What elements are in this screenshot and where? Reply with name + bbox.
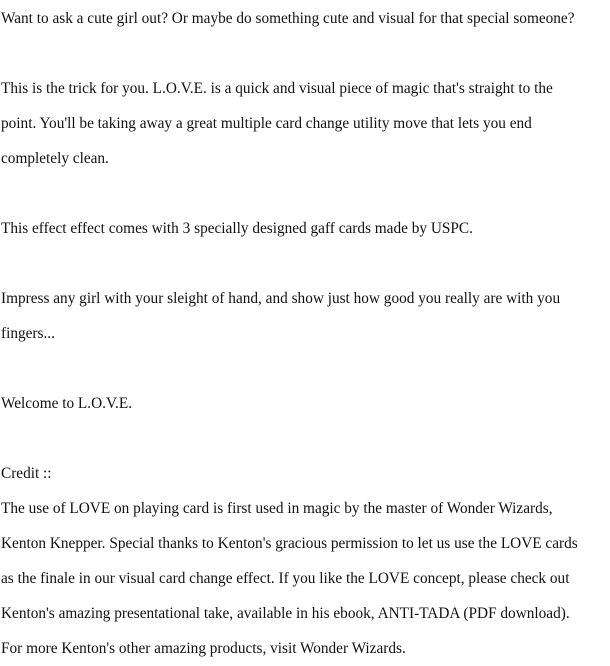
- impress-line-1: Impress any girl with your sleight of hand, and show just how good you really are with you: [1, 290, 561, 307]
- gaff-cards-line: This effect effect comes with 3 specially designed gaff cards made by USPC.: [1, 220, 473, 237]
- trick-line-3: completely clean.: [1, 150, 109, 167]
- intro-line: Want to ask a cute girl out? Or maybe do something cute and visual for that special someone?: [1, 10, 575, 27]
- impress-line-2: fingers...: [1, 325, 55, 342]
- credit-line-1: The use of LOVE on playing card is first used in magic by the master of Wonder Wizards,: [1, 500, 553, 517]
- credit-line-5: For more Kenton's other amazing products, visit Wonder Wizards.: [1, 640, 406, 657]
- credit-line-3: as the finale in our visual card change effect. If you like the LOVE concept, please check out: [1, 570, 570, 587]
- welcome-line: Welcome to L.O.V.E.: [1, 395, 133, 412]
- trick-line-2: point. You'll be taking away a great multiple card change utility move that lets you end: [1, 115, 532, 132]
- credit-line-4: Kenton's amazing presentational take, available in his ebook, ANTI-TADA (PDF download).: [1, 605, 570, 622]
- credit-line-2: Kenton Knepper. Special thanks to Kenton's gracious permission to let us use the LOVE cards: [1, 535, 578, 552]
- trick-line-1: This is the trick for you. L.O.V.E. is a quick and visual piece of magic that's straight to the: [1, 80, 553, 97]
- credit-heading: Credit ::: [1, 465, 52, 482]
